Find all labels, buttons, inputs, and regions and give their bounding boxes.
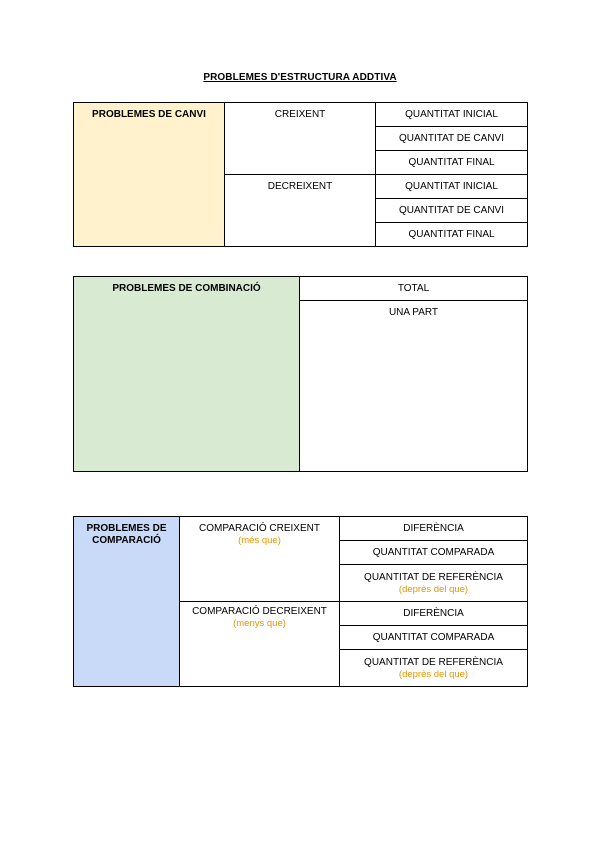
comparacio-decreixent-sub: (menys que) [233, 618, 286, 629]
comparacio-decreixent-row: DIFERÈNCIA [340, 602, 528, 626]
comparacio-creixent-row [340, 565, 528, 602]
canvi-creixent-label: CREIXENT [225, 103, 376, 175]
canvi-table [73, 102, 528, 247]
comparacio-creixent-row: QUANTITAT COMPARADA [340, 541, 528, 565]
comparacio-creixent-cell [180, 517, 340, 602]
row-text: QUANTITAT DE REFERÈNCIA [364, 571, 503, 583]
canvi-decreixent-row: QUANTITAT DE CANVI [376, 199, 528, 223]
comparacio-heading: PROBLEMES DE COMPARACIÓ [74, 517, 180, 687]
comparacio-decreixent-row [340, 650, 528, 687]
combinacio-total: TOTAL [300, 277, 528, 301]
comparacio-decreixent-label: COMPARACIÓ DECREIXENT [192, 606, 327, 617]
row-sub: (deprès del que) [398, 583, 469, 595]
comparacio-creixent-sub: (més que) [238, 535, 281, 546]
comparacio-creixent-label: COMPARACIÓ CREIXENT [199, 523, 320, 534]
row-sub: (deprès del que) [398, 668, 469, 680]
canvi-creixent-row: QUANTITAT INICIAL [376, 103, 528, 127]
comparacio-decreixent-cell [180, 602, 340, 687]
canvi-decreixent-row: QUANTITAT FINAL [376, 223, 528, 247]
canvi-heading: PROBLEMES DE CANVI [74, 103, 225, 247]
document-title: PROBLEMES D'ESTRUCTURA ADDTIVA [203, 72, 397, 83]
combinacio-table [73, 276, 528, 472]
row-text: QUANTITAT DE REFERÈNCIA [364, 656, 503, 668]
combinacio-heading: PROBLEMES DE COMBINACIÓ [74, 277, 300, 472]
combinacio-part: UNA PART [300, 301, 528, 472]
comparacio-creixent-row: DIFERÈNCIA [340, 517, 528, 541]
canvi-decreixent-row: QUANTITAT INICIAL [376, 175, 528, 199]
canvi-creixent-row: QUANTITAT DE CANVI [376, 127, 528, 151]
canvi-creixent-row: QUANTITAT FINAL [376, 151, 528, 175]
canvi-decreixent-label: DECREIXENT [225, 175, 376, 247]
comparacio-decreixent-row: QUANTITAT COMPARADA [340, 626, 528, 650]
comparacio-table [73, 516, 528, 687]
